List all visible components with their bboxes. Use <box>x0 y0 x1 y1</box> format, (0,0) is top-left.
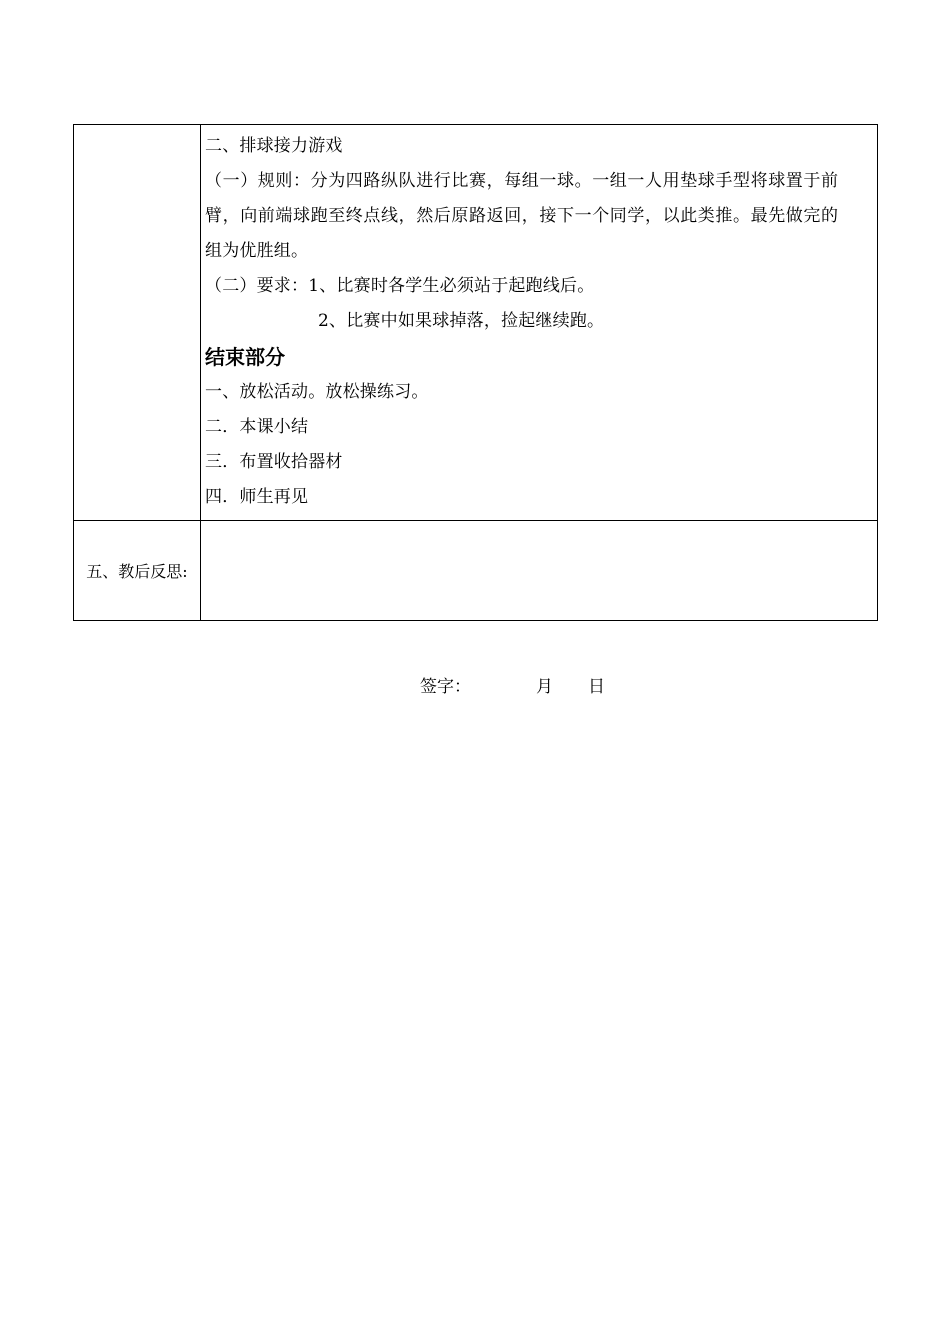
signature-day: 日 <box>588 677 605 697</box>
ending-section-heading: 结束部分 <box>205 345 285 369</box>
signature-line <box>420 672 605 697</box>
lesson-plan-table <box>73 124 878 621</box>
signature-month: 月 <box>536 677 553 697</box>
ending-item: 一、放松活动。放松操练习。 <box>205 382 429 402</box>
rule-line: （一）规则：分为四路纵队进行比赛，每组一球。一组一人用垫球手型将球置于前 <box>205 171 839 191</box>
reflection-label: 五、教后反思: <box>74 521 201 621</box>
content-row <box>74 125 878 521</box>
requirement-line: 2、比赛中如果球掉落，捡起继续跑。 <box>318 311 605 331</box>
signature-label: 签字： <box>420 677 471 697</box>
requirement-line: （二）要求：1、比赛时各学生必须站于起跑线后。 <box>205 276 595 296</box>
content-cell <box>201 125 878 521</box>
empty-label-cell <box>74 125 201 521</box>
game-title: 二、排球接力游戏 <box>205 136 343 156</box>
ending-item: 四．师生再见 <box>205 487 309 507</box>
ending-item: 二．本课小结 <box>205 417 309 437</box>
rule-line: 组为优胜组。 <box>205 241 309 261</box>
rule-line: 臂，向前端球跑至终点线，然后原路返回，接下一个同学，以此类推。最先做完的 <box>205 206 839 226</box>
reflection-row <box>74 521 878 621</box>
reflection-value-cell[interactable] <box>201 521 878 621</box>
ending-item: 三．布置收拾器材 <box>205 452 343 472</box>
